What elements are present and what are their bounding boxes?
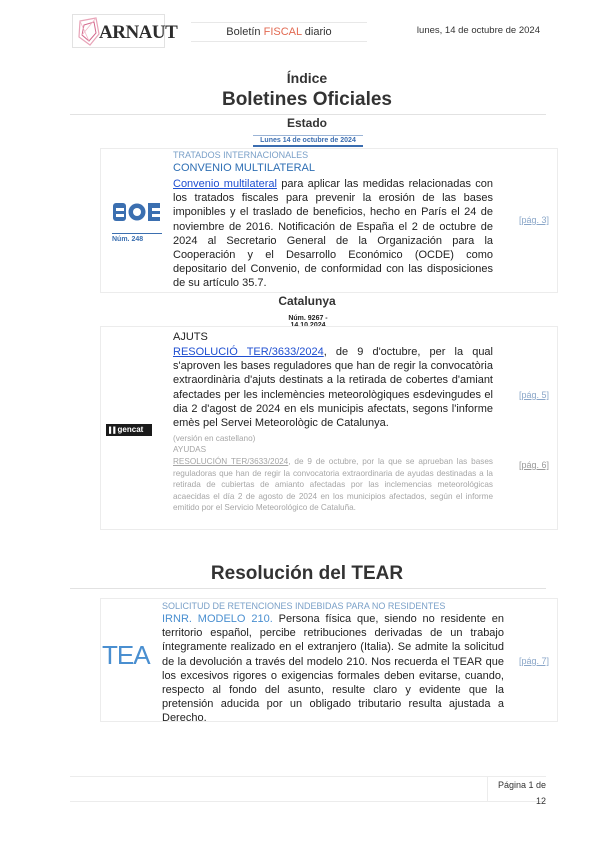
- date-tab-estado: Lunes 14 de octubre de 2024: [253, 135, 363, 147]
- page-title: Boletines Oficiales: [221, 89, 392, 110]
- date-tab-catalunya: Núm. 9267 -: [271, 314, 345, 332]
- divider: [70, 114, 546, 115]
- section-title-estado: Estado: [286, 116, 327, 130]
- item-body-catalunya: [173, 345, 493, 430]
- title-part: Boletín: [226, 26, 264, 38]
- item-body-text: , de 9 d'octubre, per la qual s'aproven les bases reguladores que han de regir la convocatòria extraordinària d'ajuts destinats a la retirada de cobertes d'amiant afectades per les inclemències meteorològiques esdevingudes el dia 2 d'agost de 2024 en els municipis afectats, segons l'informe emès pel Servei Meteorològic de Catalunya.: [173, 346, 493, 430]
- boe-number: Núm. 248: [112, 233, 162, 243]
- newsletter-title: [191, 22, 367, 42]
- divider: [70, 588, 546, 589]
- gencat-logo: ▌▌gencat: [106, 424, 152, 436]
- section-title-catalunya: Catalunya: [278, 294, 336, 308]
- item-body-text: para aplicar las medidas relacionadas con los tratados fiscales para prevenir la erosión de las bases imponibles y el traslado de beneficios, hecho en París el 24 de noviembre de 2016. Notificación de España el 2 de octubre de 2024 al Secretario General de la Organización para la Cooperación y el Desarrollo Económico (OCDE) como depositario del Convenio, de conformidad con las disposiciones de su artículo 35.7.: [173, 178, 494, 290]
- category-label: TRATADOS INTERNACIONALES: [173, 150, 309, 160]
- footer-bar: [70, 776, 546, 806]
- resolucio-link[interactable]: RESOLUCIÓ TER/3633/2024: [173, 346, 324, 358]
- item-heading: IRNR. MODELO 210.: [162, 613, 273, 625]
- alt-heading: AYUDAS: [173, 445, 207, 454]
- item-body-tear: [162, 612, 504, 726]
- resolucion-link[interactable]: RESOLUCIÓN TER/3633/2024: [173, 457, 289, 466]
- boe-logo-icon: [112, 201, 162, 223]
- item-heading: AJUTS: [173, 331, 208, 343]
- category-label: SOLICITUD DE RETENCIONES INDEBIDAS PARA NO RESIDENTES: [162, 601, 446, 611]
- index-label: Índice: [286, 70, 328, 86]
- title-accent: FISCAL: [263, 26, 302, 38]
- tea-logo: TEA: [102, 640, 150, 670]
- title-part-end: diario: [301, 26, 332, 38]
- item-body-estado: [173, 177, 493, 291]
- item-body-text: Persona física que, siendo no residente en territorio español, percibe retribuciones derivadas de un trabajo íntegramente realizado en el extranjero (Italia). Se admite la solicitud de la devolución a través del modelo 210. Nos recuerda el TEAR que los excesivos rigores o exigencias formales deben evitarse, cuando, respecto al fondo del asunto, resulte claro y evidente que la pretensión aducida por un obligado tributario resulta ajustada a Derecho.: [162, 613, 505, 725]
- logo-text: ARNAUT: [99, 22, 178, 43]
- alt-version-note: (versión en castellano): [173, 434, 256, 443]
- convenio-link[interactable]: Convenio multilateral: [173, 178, 277, 190]
- page-ref-link[interactable]: [pág. 6]: [519, 460, 550, 470]
- page-ref-link[interactable]: [pág. 3]: [519, 215, 550, 225]
- section-title-tear: Resolución del TEAR: [210, 563, 404, 584]
- company-logo: [72, 14, 178, 48]
- gencat-logo-icon: ▌▌: [109, 428, 118, 434]
- logo-mark-icon: [77, 17, 101, 47]
- alt-body-text: , de 9 de octubre, por la que se aprueban las bases reguladoras que han de regir la convocatoria extraordinaria de ayudas destinadas a la retirada de cubiertas de amianto afectadas por las inclemencias meteorológicas acaecidas el día 2 de agosto de 2024 en los municipios afectados, según el informe emitido por el Servicio Meteorológico de Cataluña.: [173, 457, 494, 513]
- page-number: Página 1 de 12: [487, 777, 546, 801]
- boe-logo: [112, 201, 162, 243]
- item-heading: CONVENIO MULTILATERAL: [173, 162, 316, 174]
- header-date: lunes, 14 de octubre de 2024: [416, 25, 540, 36]
- page-ref-link[interactable]: [pág. 7]: [519, 656, 550, 666]
- page-ref-link[interactable]: [pág. 5]: [519, 390, 550, 400]
- alt-body: [173, 456, 493, 514]
